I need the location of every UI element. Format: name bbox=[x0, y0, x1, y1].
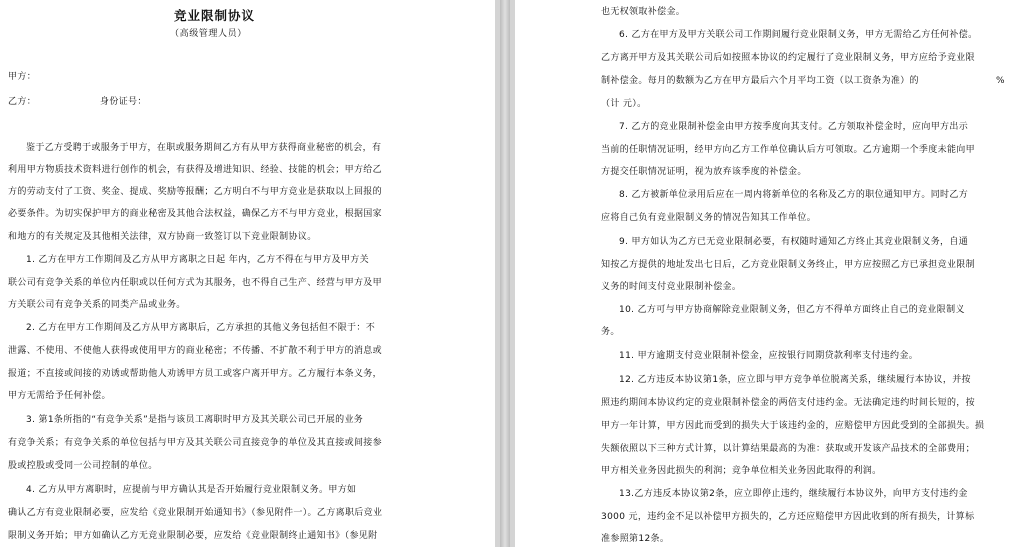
clause-12-line: 甲方一年计算，甲方因此而受到的损失大于该违约金的，应赔偿甲方因此受到的全部损失。损 bbox=[601, 421, 985, 431]
clause-3-line: 3. 第1条所指的“有竞争关系”是指与该员工离职时甲方及其关联公司已开展的业务 bbox=[26, 415, 364, 425]
document-page-right bbox=[515, 0, 1014, 547]
clause-12-line: 照违约期间本协议约定的竞业限制补偿金的两倍支付违约金。无法确定违约时间长短的，按 bbox=[601, 398, 976, 408]
clause-2-line: 泄露、不使用、不使他人获得或使用甲方的商业秘密；不传播、不扩散不利于甲方的消息或 bbox=[8, 346, 383, 356]
clause-1-line: 联公司有竞争关系的单位内任职或以任何方式为其服务，也不得自己生产、经营与甲方及甲 bbox=[8, 278, 383, 288]
clause-4-line: 限制义务开始；甲方如确认乙方无竞业限制必要，应发给《竞业限制终止通知书》（参见附 bbox=[8, 531, 378, 541]
clause-1-line: 方关联公司有竞争关系的同类产品或业务。 bbox=[8, 300, 186, 310]
clause-12-line: 失额依照以下三种方式计算，以计算结果最高的为准：获取或开发该产品技术的全部费用； bbox=[601, 444, 976, 454]
clause-11-line: 11. 甲方逾期支付竞业限制补偿金，应按银行同期贷款利率支付违约金。 bbox=[619, 351, 919, 361]
clause-3-line: 有竞争关系；有竞争关系的单位包括与甲方及其关联公司直接竞争的单位及其直接或间接参 bbox=[8, 438, 383, 448]
clause-2-line: 2. 乙方在甲方工作期间及乙方从甲方离职后，乙方承担的其他义务包括但不限于：不 bbox=[26, 323, 376, 333]
clause-2-line: 甲方无需给予任何补偿。 bbox=[8, 391, 111, 401]
paragraph-line: 必要条件。为切实保护甲方的商业秘密及其他合法权益，确保乙方不与甲方竞业，根据国家 bbox=[8, 209, 383, 219]
clause-4-line: 确认乙方有竞业限制必要，应发给《竞业限制开始通知书》（参见附件一）。乙方离职后竞业 bbox=[8, 508, 383, 518]
clause-9-line: 义务的时间支付竞业限制补偿金。 bbox=[601, 282, 742, 292]
paragraph-line: 方的劳动支付了工资、奖金、提成、奖励等报酬；乙方明白不与甲方竞业是获取以上回报的 bbox=[8, 187, 383, 197]
paragraph-line: 利用甲方物质技术资料进行创作的机会，有获得及增进知识、经验、技能的机会；甲方给乙 bbox=[8, 165, 383, 175]
clause-8-line: 应将自己负有竞业限制义务的情况告知其工作单位。 bbox=[601, 213, 817, 223]
party-a-label: 甲方： bbox=[8, 72, 37, 82]
clause-13-line: 准参照第12条。 bbox=[601, 534, 670, 544]
clause-2-line: 报道；不直接或间接的劝诱或帮助他人劝诱甲方员工或客户离开甲方。乙方履行本条义务， bbox=[8, 369, 383, 379]
document-title: 竞业限制协议 bbox=[174, 8, 256, 23]
paragraph-line: 鉴于乙方受聘于或服务于甲方，在职或服务期间乙方有从甲方获得商业秘密的机会，有 bbox=[26, 143, 382, 153]
clause-4-line: 4. 乙方从甲方离职时，应提前与甲方确认其是否开始履行竞业限制义务。甲方如 bbox=[26, 485, 357, 495]
page-gutter-shadow bbox=[500, 0, 510, 547]
clause-6-line: （计 元）。 bbox=[601, 99, 647, 109]
percent-sign: % bbox=[996, 76, 1005, 86]
id-number-label: 身份证号： bbox=[100, 97, 147, 107]
clause-3-line: 股或控股或受同一公司控制的单位。 bbox=[8, 461, 158, 471]
clause-13-line: 3000 元，违约金不足以补偿甲方损失的，乙方还应赔偿甲方因此收到的所有损失，计算标 bbox=[601, 512, 975, 522]
document-subtitle: （高级管理人员） bbox=[170, 29, 247, 39]
clause-7-line: 7. 乙方的竞业限制补偿金由甲方按季度向其支付。乙方领取补偿金时，应向甲方出示 bbox=[619, 122, 969, 132]
clause-8-line: 8. 乙方被新单位录用后应在一周内将新单位的名称及乙方的职位通知甲方。同时乙方 bbox=[619, 190, 969, 200]
clause-10-line: 务。 bbox=[601, 327, 620, 337]
party-b-label: 乙方： bbox=[8, 97, 37, 107]
clause-1-line: 1. 乙方在甲方工作期间及乙方从甲方离职之日起 年内，乙方不得在与甲方及甲方关 bbox=[26, 255, 369, 265]
clause-10-line: 10. 乙方可与甲方协商解除竞业限制义务，但乙方不得单方面终止自己的竞业限制义 bbox=[619, 305, 965, 315]
clause-7-line: 当前的任职情况证明，经甲方向乙方工作单位确认后方可领取。乙方逾期一个季度未能向甲 bbox=[601, 145, 976, 155]
page-gutter bbox=[495, 0, 515, 547]
clause-13-line: 13.乙方违反本协议第2条，应立即停止违约，继续履行本协议外，向甲方支付违约金 bbox=[619, 489, 968, 499]
clause-6-line: 乙方离开甲方及其关联公司后如按照本协议的约定履行了竞业限制义务，甲方应给予竞业限 bbox=[601, 53, 976, 63]
clause-9-line: 9. 甲方如认为乙方已无竞业限制必要，有权随时通知乙方终止其竞业限制义务，自通 bbox=[619, 237, 969, 247]
document-page-left bbox=[0, 0, 495, 547]
clause-12-line: 甲方相关业务因此损失的利润；竞争单位相关业务因此取得的利润。 bbox=[601, 466, 882, 476]
clause-7-line: 方提交任职情况证明，视为放弃该季度的补偿金。 bbox=[601, 167, 807, 177]
clause-6-line: 6. 乙方在甲方及甲方关联公司工作期间履行竞业限制义务，甲方无需给乙方任何补偿。 bbox=[619, 30, 978, 40]
paragraph-line: 也无权领取补偿金。 bbox=[601, 7, 686, 17]
clause-9-line: 知按乙方提供的地址发出七日后，乙方竞业限制义务终止，甲方应按照乙方已承担竞业限制 bbox=[601, 260, 976, 270]
clause-12-line: 12. 乙方违反本协议第1条，应立即与甲方竞争单位脱离关系，继续履行本协议，并按 bbox=[619, 375, 971, 385]
clause-6-line: 制补偿金。每月的数额为乙方在甲方最后六个月平均工资（以工资条为准）的 bbox=[601, 76, 919, 86]
paragraph-line: 和地方的有关规定及其他相关法律，双方协商一致签订以下竞业限制协议。 bbox=[8, 232, 317, 242]
